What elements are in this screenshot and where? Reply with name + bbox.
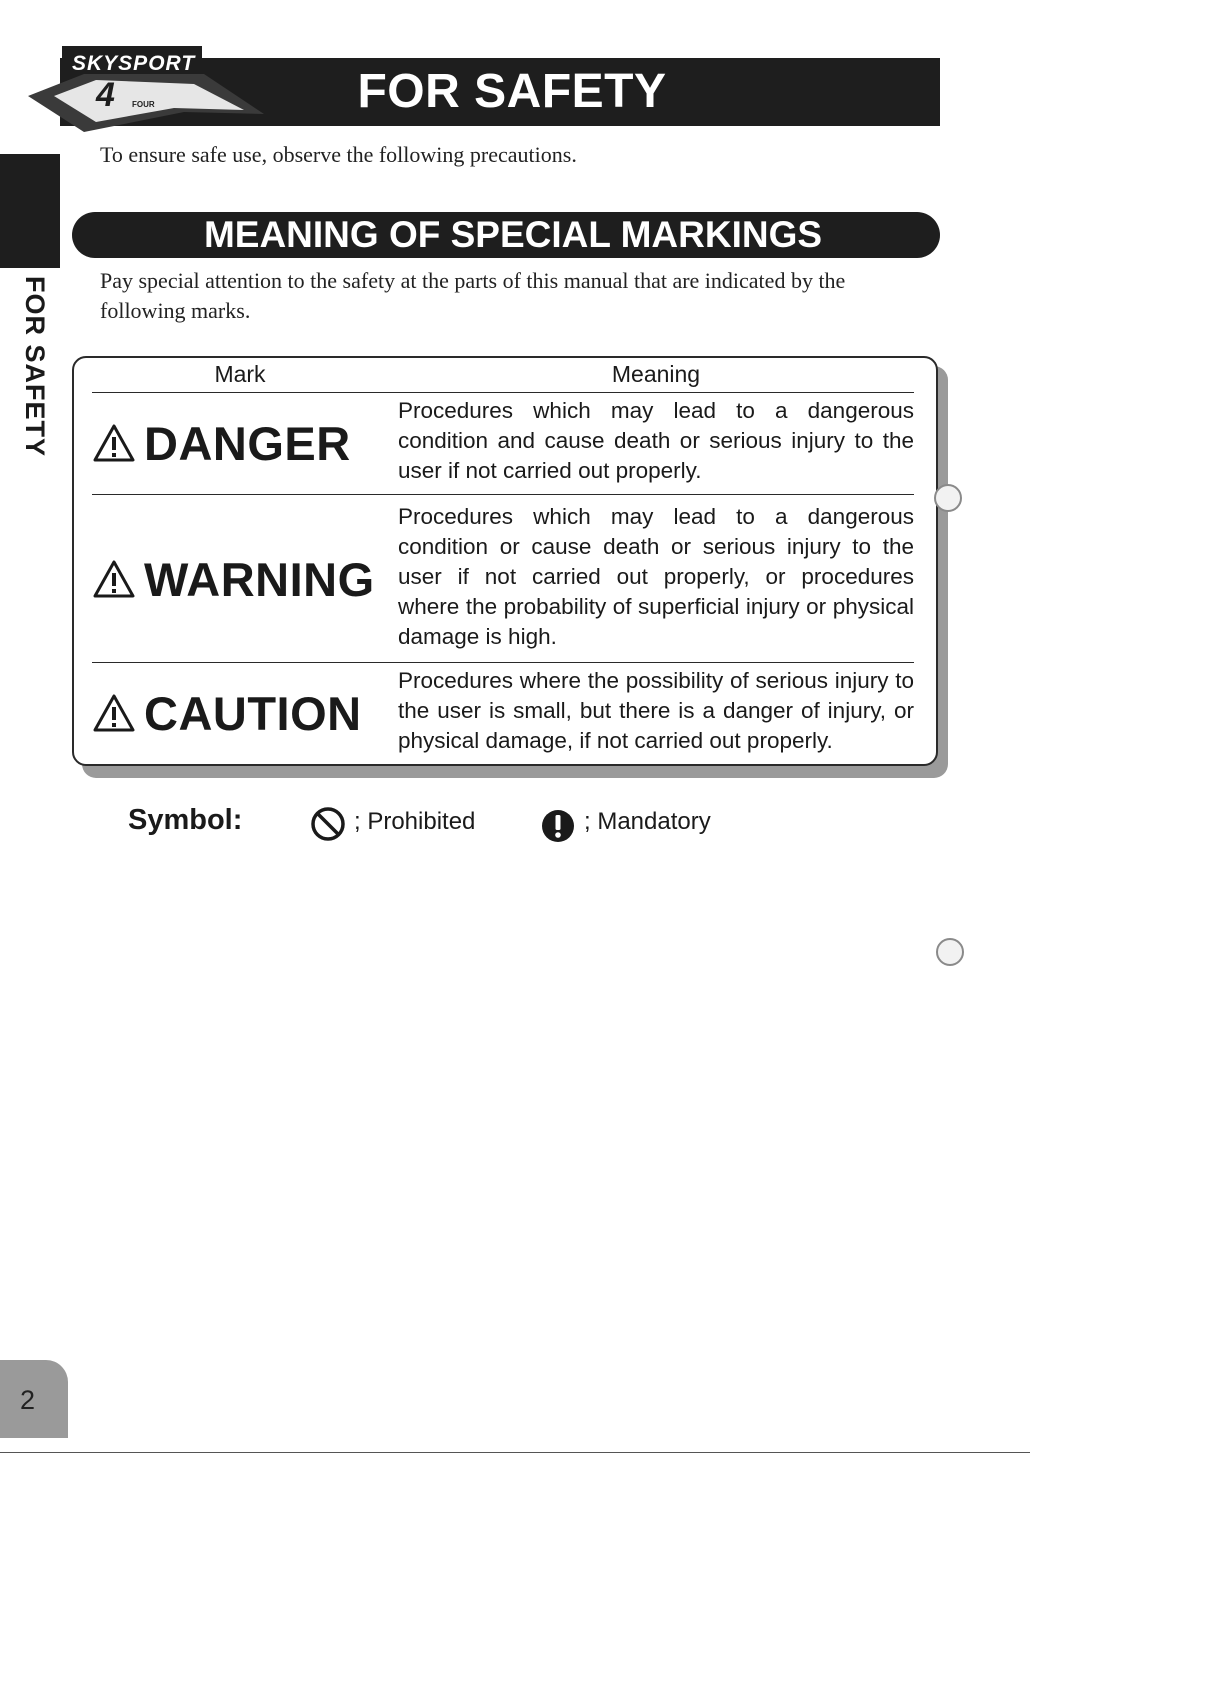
mark-label: DANGER [144, 416, 351, 470]
mandatory-label: ; Mandatory [584, 808, 711, 835]
table-row-mark-caution [92, 680, 388, 746]
page-title: FOR SAFETY [357, 65, 667, 118]
binder-hole [934, 484, 962, 512]
table-row-mark-danger [92, 410, 388, 476]
table-row-meaning: Procedures where the possibility of serious injury to the user is small, but there is a danger of injury, or physical damage, if not carried out properly. [398, 668, 914, 753]
side-tab-label: FOR SAFETY [20, 276, 50, 458]
side-tab [0, 154, 60, 268]
binder-hole [936, 938, 964, 966]
warning-triangle-icon [92, 559, 136, 599]
warning-triangle-icon [92, 423, 136, 463]
table-divider [92, 392, 914, 393]
column-header-mark: Mark [214, 361, 266, 387]
table-row-meaning: Procedures which may lead to a dangerous condition or cause death or serious injury to the user if not carried out properly, or procedures where the probability of superficial injury or physical damage is high. [398, 504, 914, 649]
prohibited-label: ; Prohibited [354, 808, 476, 835]
table-divider [92, 662, 914, 663]
table-row-meaning: Procedures which may lead to a dangerous condition and cause death or serious injury to the user if not carried out properly. [398, 398, 914, 483]
warning-triangle-icon [92, 693, 136, 733]
mandatory-icon [540, 808, 576, 844]
intro-text: To ensure safe use, observe the following precautions. [100, 142, 577, 167]
logo-sub-text: FOUR [132, 100, 155, 109]
page-number: 2 [20, 1385, 36, 1415]
prohibited-icon [310, 806, 346, 842]
section-description: Pay special attention to the safety at the parts of this manual that are indicated by the following marks. [100, 268, 846, 323]
column-header-meaning: Meaning [611, 361, 701, 387]
mark-label: WARNING [144, 552, 375, 606]
table-row-mark-warning [92, 546, 388, 612]
table-divider [92, 494, 914, 495]
logo-number-text: 4 [96, 76, 115, 114]
bottom-rule [0, 1452, 1030, 1453]
section-title: MEANING OF SPECIAL MARKINGS [203, 214, 823, 255]
mark-label: CAUTION [144, 686, 362, 740]
symbol-label: Symbol: [128, 804, 243, 836]
logo-brand-text: SKYSPORT [72, 52, 196, 75]
